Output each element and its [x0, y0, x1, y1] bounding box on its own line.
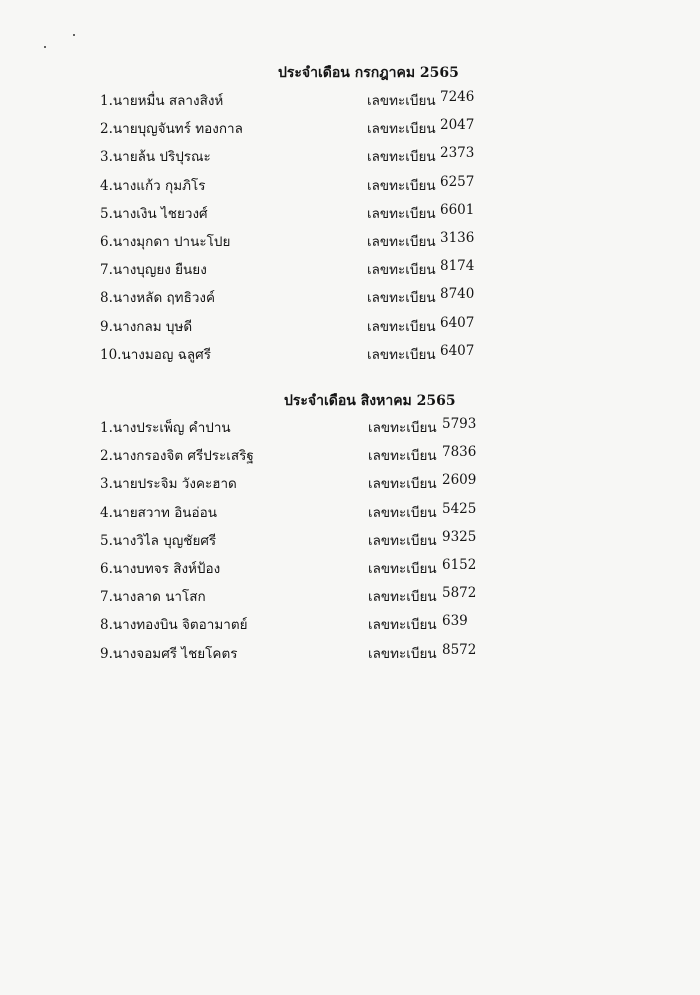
member-name: 3.นายล้น ปริปุรณะ [100, 149, 211, 166]
registration-label: เลขทะเบียน [367, 205, 436, 222]
registration-number: 5793 [442, 416, 477, 432]
registration-number: 5425 [442, 500, 477, 517]
registration-number: 9325 [442, 528, 477, 545]
registration-label: เลขทะเบียน [367, 149, 436, 166]
registration-label: เลขทะเบียน [367, 233, 436, 250]
registration-number: 6152 [442, 556, 477, 573]
member-name: 6.นางบทจร สิงห์ป้อง [100, 560, 221, 577]
registration-number: 2047 [440, 117, 475, 134]
member-name: 7.นางบุญยง ยืนยง [100, 262, 207, 279]
member-name: 4.นายสวาท อินอ่อน [100, 504, 217, 521]
registration-number: 7836 [442, 444, 477, 461]
member-name: 3.นายประจิม วังคะฮาด [100, 476, 237, 493]
member-name: 8.นางทองบิน จิตอามาตย์ [100, 617, 248, 634]
member-name: 6.นางมุกดา ปานะโปย [100, 233, 231, 250]
registration-number: 2373 [440, 145, 475, 162]
member-name: 1.นางประเพ็ญ คำปาน [100, 420, 231, 436]
member-name: 7.นางลาด นาโสก [100, 589, 206, 606]
registration-label: เลขทะเบียน [367, 121, 436, 138]
member-name: 2.นายบุญจันทร์ ทองกาล [100, 121, 243, 138]
scan-speck [73, 34, 75, 36]
registration-label: เลขทะเบียน [367, 346, 436, 363]
registration-number: 8572 [442, 641, 477, 658]
registration-label: เลขทะเบียน [367, 290, 436, 307]
registration-number: 8740 [440, 286, 475, 303]
member-name: 5.นางเงิน ไชยวงศ์ [100, 205, 208, 222]
registration-number: 6601 [440, 201, 475, 218]
registration-label: เลขทะเบียน [368, 645, 437, 662]
registration-label: เลขทะเบียน [367, 93, 436, 109]
member-name: 8.นางหลัด ฤทธิวงค์ [100, 290, 216, 307]
registration-label: เลขทะเบียน [368, 504, 437, 521]
registration-number: 6407 [440, 314, 475, 331]
scan-speck [44, 46, 46, 48]
registration-label: เลขทะเบียน [368, 589, 437, 606]
registration-number: 7246 [440, 89, 475, 105]
registration-label: เลขทะเบียน [368, 532, 437, 549]
section-title-july: ประจำเดือน กรกฎาคม 2565 [278, 65, 459, 81]
registration-number: 3136 [440, 229, 475, 246]
registration-number: 5872 [442, 585, 477, 602]
registration-label: เลขทะเบียน [368, 617, 437, 634]
registration-number: 8174 [440, 258, 475, 275]
member-name: 9.นางกลม บุษดี [100, 318, 193, 335]
registration-number: 639 [442, 613, 468, 630]
member-name: 10.นางมอญ ฉลูศรี [100, 346, 211, 363]
member-name: 4.นางแก้ว กุมภิโร [100, 177, 206, 194]
registration-number: 6257 [440, 173, 475, 190]
registration-label: เลขทะเบียน [367, 262, 436, 279]
registration-label: เลขทะเบียน [368, 560, 437, 577]
registration-number: 6407 [440, 342, 475, 359]
member-name: 5.นางวิไล บุญชัยศรี [100, 532, 217, 549]
registration-label: เลขทะเบียน [367, 177, 436, 194]
section-title-august: ประจำเดือน สิงหาคม 2565 [284, 393, 456, 409]
registration-label: เลขทะเบียน [367, 318, 436, 335]
registration-label: เลขทะเบียน [368, 448, 437, 465]
member-name: 9.นางจอมศรี ไชยโคตร [100, 645, 238, 662]
member-name: 2.นางกรองจิต ศรีประเสริฐ [100, 448, 254, 465]
registration-number: 2609 [442, 472, 477, 489]
registration-label: เลขทะเบียน [368, 420, 437, 436]
registration-label: เลขทะเบียน [368, 476, 437, 493]
member-name: 1.นายหมื่น สลางสิงห์ [100, 93, 224, 109]
